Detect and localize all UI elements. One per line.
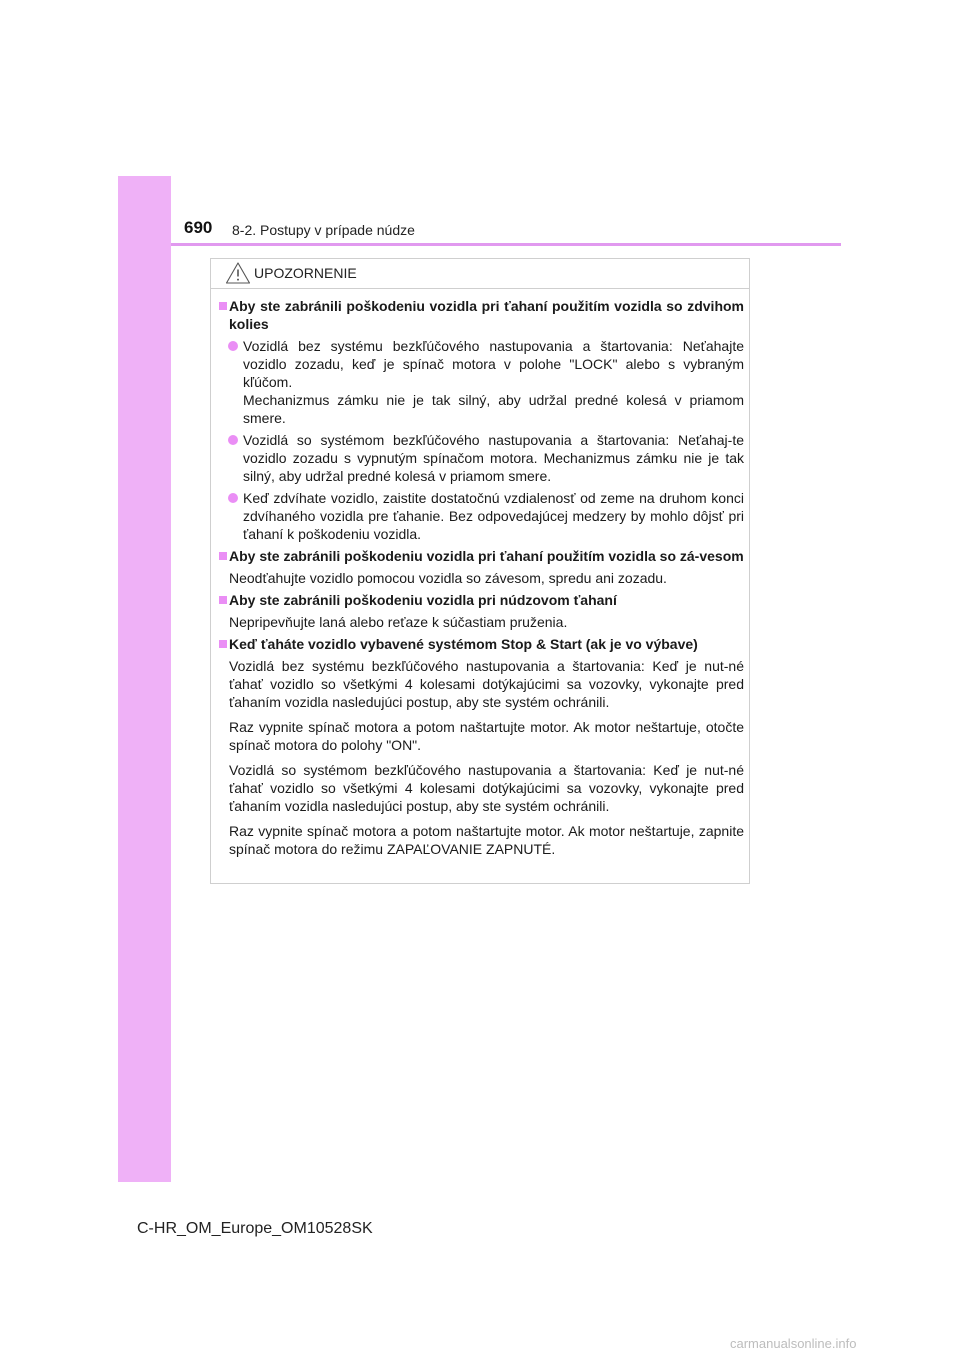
bullet-text: Vozidlá bez systému bezkľúčového nastupovania a štartovania: Neťahajte vozidlo zozadu, keď je spínač motora v polohe "LOCK" alebo s vybraným kľúčom.	[243, 338, 744, 390]
bullet-text: Mechanizmus zámku nie je tak silný, aby udržal predné kolesá v priamom smere.	[243, 392, 744, 426]
heading-text: Aby ste zabránili poškodeniu vozidla pri núdzovom ťahaní	[229, 592, 617, 608]
round-bullet-icon	[228, 341, 238, 351]
warning-triangle-icon	[225, 261, 251, 290]
watermark: carmanualsonline.info	[730, 1336, 857, 1351]
heading-text: Aby ste zabránili poškodeniu vozidla pri ťahaní použitím vozidla so zdvihom kolies	[229, 298, 744, 332]
list-item	[219, 431, 744, 485]
section-heading	[219, 297, 744, 333]
paragraph: Nepripevňujte laná alebo reťaze k súčastiam pruženia.	[229, 614, 568, 630]
section-title: 8-2. Postupy v prípade núdze	[232, 222, 415, 238]
warning-content	[219, 297, 744, 862]
header-rule	[171, 243, 841, 246]
heading-text: Aby ste zabránili poškodeniu vozidla pri ťahaní použitím vozidla so zá-vesom	[229, 548, 744, 564]
heading-text: Keď ťaháte vozidlo vybavené systémom Stop & Start (ak je vo výbave)	[229, 636, 698, 652]
document-code: C-HR_OM_Europe_OM10528SK	[137, 1220, 373, 1237]
paragraph: Neodťahujte vozidlo pomocou vozidla so závesom, spredu ani zozadu.	[229, 570, 667, 586]
square-bullet-icon	[219, 640, 227, 648]
warning-header	[211, 259, 749, 289]
square-bullet-icon	[219, 302, 227, 310]
list-item	[219, 489, 744, 543]
square-bullet-icon	[219, 596, 227, 604]
warning-label: UPOZORNENIE	[254, 265, 357, 281]
bullet-text: Keď zdvíhate vozidlo, zaistite dostatočnú vzdialenosť od zeme na druhom konci zdvíhaného vozidla pre ťahanie. Bez odpovedajúcej medzery by mohlo dôjsť pri ťahaní k poškodeniu vozidla.	[243, 490, 744, 542]
list-item	[219, 337, 744, 427]
page-number: 690	[184, 218, 213, 237]
bullet-text: Vozidlá so systémom bezkľúčového nastupovania a štartovania: Neťahaj-te vozidlo zozadu s vypnutým spínačom motora. Mechanizmus zámku nie je tak silný, aby udržal predné kolesá v priamom smere.	[243, 432, 744, 484]
square-bullet-icon	[219, 552, 227, 560]
round-bullet-icon	[228, 493, 238, 503]
chapter-side-tab	[118, 176, 171, 1182]
paragraph: Vozidlá bez systému bezkľúčového nastupovania a štartovania: Keď je nut-né ťahať vozidlo so všetkými 4 kolesami dotýkajúcimi sa vozovky, vykonajte pred ťahaním vozidla nasledujúci postup, aby ste systém ochránili.	[229, 658, 744, 710]
section-heading	[219, 635, 744, 653]
warning-box	[210, 258, 750, 884]
section-heading	[219, 547, 744, 565]
paragraph: Raz vypnite spínač motora a potom naštartujte motor. Ak motor neštartuje, otočte spínač motora do polohy "ON".	[229, 719, 744, 753]
section-heading	[219, 591, 744, 609]
paragraph: Vozidlá so systémom bezkľúčového nastupovania a štartovania: Keď je nut-né ťahať vozidlo so všetkými 4 kolesami dotýkajúcimi sa vozovky, vykonajte pred ťahaním vozidla nasledujúci postup, aby ste systém ochránili.	[229, 762, 744, 814]
paragraph: Raz vypnite spínač motora a potom naštartujte motor. Ak motor neštartuje, zapnite spínač motora do režimu ZAPAĽOVANIE ZAPNUTÉ.	[229, 823, 744, 857]
round-bullet-icon	[228, 435, 238, 445]
